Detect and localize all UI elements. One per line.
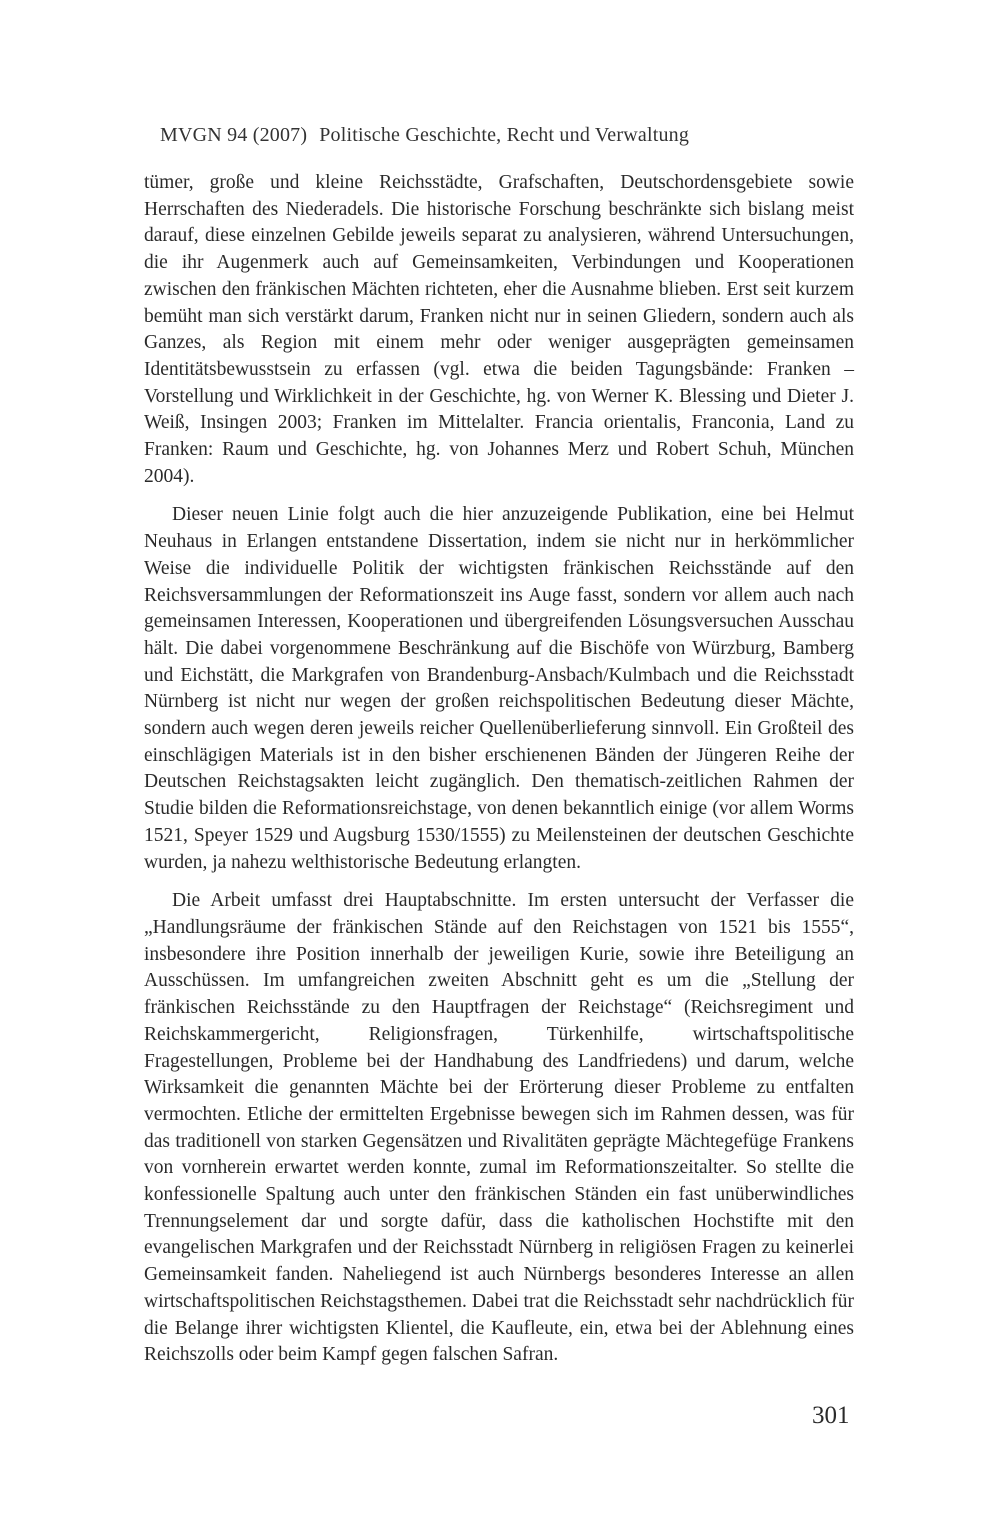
paragraph-2: Dieser neuen Linie folgt auch die hier anzuzeigende Publikation, eine bei Helmut Neuhaus in Erlangen entstandene Dissertation, indem sie nicht nur in herkömmlicher Weise die individuelle Politik der wichtigsten fränkischen Reichsstände auf den Reichsversammlungen der Reformationszeit ins Auge fasst, sondern vor allem auch nach gemeinsamen Interessen, Kooperationen und übergreifenden Lösungsversuchen Ausschau hält. Die dabei vorgenommene Beschränkung auf die Bischöfe von Würzburg, Bamberg und Eichstätt, die Markgrafen von Brandenburg-Ansbach/Kulmbach und die Reichsstadt Nürnberg ist nicht nur wegen der großen reichspolitischen Bedeutung dieser Mächte, sondern auch wegen deren jeweils reicher Quellenüberlieferung sinnvoll. Ein Großteil des einschlägigen Materials ist in den bisher erschienenen Bänden der Jüngeren Reihe der Deutschen Reichstagsakten leicht zugänglich. Den thematisch-zeitlichen Rahmen der Studie bilden die Reformationsreichstage, von denen bekanntlich einige (vor allem Worms 1521, Speyer 1529 und Augsburg 1530/1555) zu Meilensteinen der deutschen Geschichte wurden, ja nahezu welthistorische Bedeutung erlangten.: [144, 504, 854, 873]
section-title: Politische Geschichte, Recht und Verwaltung: [319, 124, 690, 146]
journal-reference: MVGN 94 (2007): [160, 124, 308, 146]
running-head: [160, 124, 689, 147]
paragraph-3: Die Arbeit umfasst drei Hauptabschnitte. Im ersten untersucht der Verfasser die „Handlungsräume der fränkischen Stände auf den Reichstagen von 1521 bis 1555“, insbesondere ihre Position innerhalb der jeweiligen Kurie, sowie ihre Beteiligung an Ausschüssen. Im umfangreichen zweiten Abschnitt geht es um die „Stellung der fränkischen Reichsstände zu den Hauptfragen der Reichstage“ (Reichsregiment und Reichskammergericht, Religionsfragen, Türkenhilfe, wirtschaftspolitische Fragestellungen, Probleme bei der Handhabung des Landfriedens) und darum, welche Wirksamkeit die genannten Mächte bei der Erörterung dieser Probleme zu entfalten vermochten. Etliche der ermittelten Ergebnisse bewegen sich im Rahmen dessen, was für das traditionell von starken Gegensätzen und Rivalitäten geprägte Mächtegefüge Frankens von vornherein erwartet werden konnte, zumal im Reformationszeitalter. So stellte die konfessionelle Spaltung auch unter den fränkischen Ständen ein fast unüberwindliches Trennungselement dar und sorgte dafür, dass die katholischen Hochstifte mit den evangelischen Markgrafen und der Reichsstadt Nürnberg in religiösen Fragen zu keinerlei Gemeinsamkeit fanden. Naheliegend ist auch Nürnbergs besonderes Interesse an allen wirtschaftspolitischen Reichstagsthemen. Dabei trat die Reichsstadt sehr nachdrücklich für die Belange ihrer wichtigsten Klientel, die Kaufleute, ein, etwa bei der Ablehnung eines Reichszolls oder beim Kampf gegen falschen Safran.: [144, 890, 854, 1366]
paragraph-1: tümer, große und kleine Reichsstädte, Grafschaften, Deutschordensgebiete sowie Herrschaften des Niederadels. Die historische Forschung beschränkte sich bislang meist darauf, diese einzelnen Gebilde jeweils separat zu analysieren, während Untersuchungen, die ihr Augenmerk auch auf Gemeinsamkeiten, Verbindungen und Kooperationen zwischen den fränkischen Mächten richteten, eher die Ausnahme blieben. Erst seit kurzem bemüht man sich verstärkt darum, Franken nicht nur in seinen Gliedern, sondern auch als Ganzes, als Region mit einem mehr oder weniger ausgeprägten gemeinsamen Identitätsbewusstsein zu erfassen (vgl. etwa die beiden Tagungsbände: Franken – Vorstellung und Wirklichkeit in der Geschichte, hg. von Werner K. Blessing und Dieter J. Weiß, Insingen 2003; Franken im Mittelalter. Francia orientalis, Franconia, Land zu Franken: Raum und Geschichte, hg. von Johannes Merz und Robert Schuh, München 2004).: [144, 172, 854, 487]
body-text: [144, 170, 854, 1381]
page-number: 301: [812, 1402, 850, 1429]
